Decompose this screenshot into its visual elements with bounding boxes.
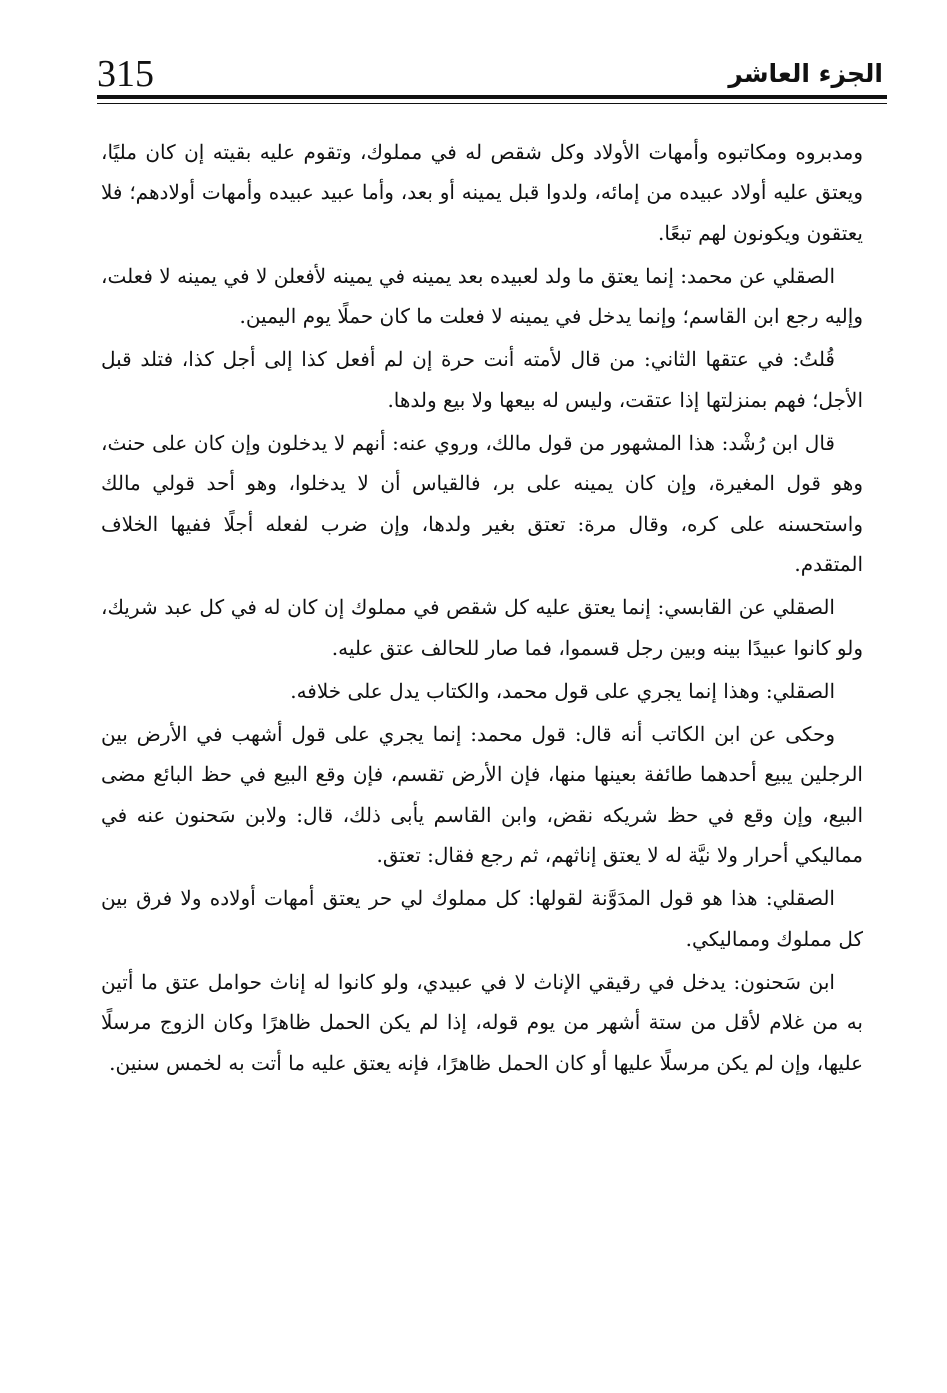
paragraph: وحكى عن ابن الكاتب أنه قال: قول محمد: إنما يجري على قول أشهب في الأرض بين الرجلين يبيع أحدهما طائفة بعينها منها، فإن الأرض تقسم، فإن وقع البيع في حظ البائع مضى البيع، وإن وقع في حظ شريكه نقض، وابن القاسم يأبى ذلك، قال: ولابن سَحنون عنه في مماليكي أحرار ولا نيَّة له لا يعتق إناثهم، ثم رجع فقال: تعتق.	[101, 722, 864, 868]
page-number: 315	[97, 53, 154, 95]
paragraph: الصقلي: هذا هو قول المدَوَّنة لقولها: كل مملوك لي حر يعتق أمهات أولاده ولا فرق بين كل مملوك ومماليكي.	[101, 886, 863, 951]
paragraph: ومدبروه ومكاتبوه وأمهات الأولاد وكل شقص له في مملوك، وتقوم عليه بقيته إن كان مليًا، ويعتق عليه أولاد عبيده من إمائه، ولدوا قبل يمينه أو بعد، وأما عبيد عبيده وأمهات أولادهم؛ فلا يعتقون ويكونون لهم تبعًا.	[101, 140, 863, 245]
body-text	[101, 132, 863, 1086]
running-head: الجزء العاشر	[728, 59, 883, 88]
header-rule-thin	[97, 103, 887, 104]
paragraph: قُلتُ: في عتقها الثاني: من قال لأمته أنت حرة إن لم أفعل كذا إلى أجل كذا، فتلد قبل الأجل؛ فهم بمنزلتها إذا عتقت، وليس له بيعها ولا بيع ولدها.	[101, 347, 863, 412]
paragraph: ابن سَحنون: يدخل في رقيقي الإناث لا في عبيدي، ولو كانوا له إناث حوامل عتق ما أتين به من غلام لأقل من ستة أشهر من يوم قوله، إذا لم يكن الحمل ظاهرًا وكان الزوج مرسلًا عليها، وإن لم يكن مرسلًا عليها أو كان الحمل ظاهرًا، فإنه يعتق عليه ما أتت به لخمس سنين.	[101, 969, 863, 1075]
header-rule-thick	[97, 95, 887, 99]
paragraph: الصقلي: وهذا إنما يجري على قول محمد، والكتاب يدل على خلافه.	[290, 678, 835, 703]
page-header	[97, 52, 883, 98]
paragraph: الصقلي عن محمد: إنما يعتق ما ولد لعبيده بعد يمينه في يمينه لأفعلن لا في يمينه لا فعلت، وإليه رجع ابن القاسم؛ وإنما يدخل في يمينه لا فعلت ما كان حملًا يوم اليمين.	[101, 263, 863, 329]
paragraph: الصقلي عن القابسي: إنما يعتق عليه كل شقص في مملوك إن كان له في كل عبد شريك، ولو كانوا عبيدًا بينه وبين رجل قسموا، فما صار للحالف عتق عليه.	[101, 595, 863, 660]
paragraph: قال ابن رُشْد: هذا المشهور من قول مالك، وروي عنه: أنهم لا يدخلون وإن كان على حنث، وهو قول المغيرة، وإن كان يمينه على بر، فالقياس أن لا يدخلوا، وهو أحد قولي مالك واستحسنه على كره، وقال مرة: تعتق بغير ولدها، وإن ضرب لفعله أجلًا ففيها الخلاف المتقدم.	[101, 431, 863, 576]
